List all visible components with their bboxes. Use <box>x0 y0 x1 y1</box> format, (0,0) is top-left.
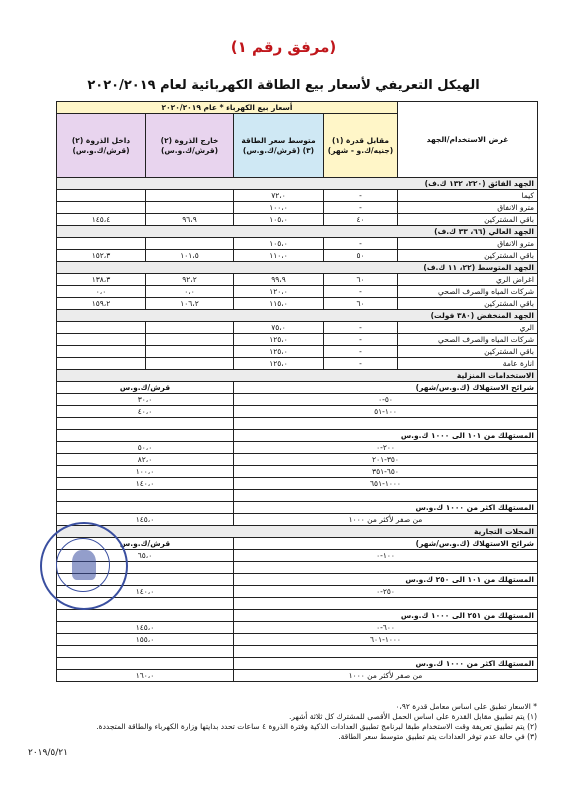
spacer-cell <box>234 646 538 658</box>
tier-price: ١٦٠،٠ <box>57 670 234 682</box>
tier-range: ١٠٠-٥١ <box>234 406 538 418</box>
tier-price: ١٤٥،٠ <box>57 514 234 526</box>
peak-price <box>57 238 146 250</box>
unit-label <box>57 502 234 514</box>
footnotes <box>17 702 537 742</box>
tariff-table <box>56 101 538 682</box>
offpeak-price: ٩٦،٩ <box>146 214 234 226</box>
tier-range: ٥٠-٠ <box>234 394 538 406</box>
row-label: شركات المياه والصرف الصحي <box>398 286 538 298</box>
row-label: باقي المشتركين <box>398 214 538 226</box>
tier-group-label: المستهلك من ١٠١ الى ١٠٠٠ ك.و.س <box>234 430 538 442</box>
peak-price: ١٥٢،٣ <box>57 250 146 262</box>
header-peak: داخل الذروة (٢) (قرش/ك.و.س) <box>57 114 146 178</box>
tier-price: ١٤٠،٠ <box>57 586 234 598</box>
tier-group-label: المستهلك اكثر من ١٠٠٠ ك.و.س <box>234 658 538 670</box>
tier-group-label: المستهلك من ٢٥١ الى ١٠٠٠ ك.و.س <box>234 610 538 622</box>
section-header: الجهد المتوسط (٢٢، ١١ ك.ف) <box>57 262 538 274</box>
capacity-value: - <box>324 238 398 250</box>
peak-price: ١٤٥،٤ <box>57 214 146 226</box>
tier-group-label: المستهلك اكثر من ١٠٠٠ ك.و.س <box>234 502 538 514</box>
capacity-value: ٦٠ <box>324 298 398 310</box>
spacer-cell <box>57 490 234 502</box>
average-price: ١١٥،٠ <box>234 298 324 310</box>
row-label: شركات المياه والصرف الصحي <box>398 334 538 346</box>
footnote: * الاسعار تطبق على اساس معامل قدرة ٠،٩٢ <box>395 702 537 711</box>
average-price: ٧٢،٠ <box>234 190 324 202</box>
footnote: (٢) يتم تطبيق تعريفة وقت الاستخدام طبقا لبرنامج تطبيق العدادات الذكية وفترة الذروة ٤ ساعات تحدد بدايتها وزارة الكهرباء والطاقة المتجددة. <box>96 722 537 731</box>
average-price: ٩٩،٩ <box>234 274 324 286</box>
header-average: متوسط سعر الطاقة (٣) (قرش/ك.و.س) <box>234 114 324 178</box>
tier-range: ٦٠٠-٠ <box>234 622 538 634</box>
attachment-label: (مرفق رقم ١) <box>230 38 337 56</box>
tier-range: ٢٥٠-٠ <box>234 586 538 598</box>
row-label: باقي المشتركين <box>398 250 538 262</box>
tier-price: ٦٥،٠ <box>57 550 234 562</box>
tier-group-label: المستهلك من ١٠١ الى ٢٥٠ ك.و.س <box>234 574 538 586</box>
capacity-value: - <box>324 202 398 214</box>
average-price: ١٢٥،٠ <box>234 358 324 370</box>
tier-range: ١٠٠٠-٦٠١ <box>234 634 538 646</box>
tier-range: ١٠٠-٠ <box>234 550 538 562</box>
eagle-emblem-icon <box>72 550 96 580</box>
tier-range: من صفر لأكثر من ١٠٠٠ <box>234 670 538 682</box>
capacity-value: - <box>324 346 398 358</box>
peak-price: ١٥٩،٢ <box>57 298 146 310</box>
section-header: الجهد الفائق (٢٢٠، ١٣٢ ك.ف) <box>57 178 538 190</box>
header-group: أسعار بيع الكهرباء * عام ٢٠٢٠/٢٠١٩ <box>57 102 398 114</box>
offpeak-price <box>146 190 234 202</box>
section-header: المحلات التجارية <box>57 526 538 538</box>
row-label: مترو الانفاق <box>398 238 538 250</box>
spacer-cell <box>234 562 538 574</box>
document-date: ٢٠١٩/٥/٢١ <box>28 748 68 758</box>
section-header: الجهد العالي (٦٦، ٣٣ ك.ف) <box>57 226 538 238</box>
tier-price: ٨٢،٠ <box>57 454 234 466</box>
offpeak-price: ٠،٠ <box>146 286 234 298</box>
tier-range: ٣٥٠-٢٠١ <box>234 454 538 466</box>
average-price: ١١٠،٠ <box>234 250 324 262</box>
offpeak-price <box>146 322 234 334</box>
row-label: اغراض الري <box>398 274 538 286</box>
offpeak-price <box>146 358 234 370</box>
footnote: (٣) في حالة عدم توفر العدادات يتم تطبيق متوسط سعر الطاقة. <box>338 732 537 741</box>
offpeak-price <box>146 238 234 250</box>
tier-range: من صفر لأكثر من ١٠٠٠ <box>234 514 538 526</box>
average-price: ١٢٥،٠ <box>234 334 324 346</box>
header-capacity: مقابل قدرة (١) (جنيه/ك.و - شهر) <box>324 114 398 178</box>
offpeak-price <box>146 346 234 358</box>
capacity-value: - <box>324 190 398 202</box>
unit-label <box>57 658 234 670</box>
offpeak-price: ١٠٦،٢ <box>146 298 234 310</box>
tier-range: ٦٥٠-٣٥١ <box>234 466 538 478</box>
unit-label: قرش/ك.و.س <box>57 538 234 550</box>
tier-price: ٤٠،٠ <box>57 406 234 418</box>
row-label: باقي المشتركين <box>398 346 538 358</box>
unit-label: قرش/ك.و.س <box>57 382 234 394</box>
spacer-cell <box>234 598 538 610</box>
peak-price <box>57 346 146 358</box>
tier-group-label: شرائح الاستهلاك (ك.و.س/شهر) <box>234 382 538 394</box>
peak-price <box>57 358 146 370</box>
capacity-value: ٤٠ <box>324 214 398 226</box>
tier-price: ٣٠،٠ <box>57 394 234 406</box>
tier-price: ١٥٥،٠ <box>57 634 234 646</box>
page-title: الهيكل التعريفي لأسعار بيع الطاقة الكهربائية لعام ٢٠٢٠/٢٠١٩ <box>87 78 480 93</box>
capacity-value: - <box>324 286 398 298</box>
row-label: انارة عامة <box>398 358 538 370</box>
average-price: ١٢٠،٠ <box>234 286 324 298</box>
row-label: الري <box>398 322 538 334</box>
spacer-cell <box>234 490 538 502</box>
average-price: ١٠٥،٠ <box>234 214 324 226</box>
row-label: مترو الانفاق <box>398 202 538 214</box>
official-seal <box>40 522 128 610</box>
row-label: باقي المشتركين <box>398 298 538 310</box>
header-usage: غرض الاستخدام/الجهد <box>398 102 538 178</box>
peak-price <box>57 202 146 214</box>
row-label: كيما <box>398 190 538 202</box>
tier-price: ١٤٠،٠ <box>57 478 234 490</box>
peak-price <box>57 322 146 334</box>
tier-group-label: شرائح الاستهلاك (ك.و.س/شهر) <box>234 538 538 550</box>
spacer-cell <box>234 418 538 430</box>
footnote: (١) يتم تطبيق مقابل القدرة على اساس الحمل الأقصى للمشترك كل ثلاثة أشهر. <box>289 712 537 721</box>
peak-price: ٠،٠ <box>57 286 146 298</box>
average-price: ١٠٠،٠ <box>234 202 324 214</box>
peak-price <box>57 190 146 202</box>
offpeak-price: ٩٢،٢ <box>146 274 234 286</box>
capacity-value: ٦٠ <box>324 274 398 286</box>
average-price: ١٢٥،٠ <box>234 346 324 358</box>
unit-label <box>57 610 234 622</box>
spacer-cell <box>57 418 234 430</box>
spacer-cell <box>57 646 234 658</box>
tier-price: ١٤٥،٠ <box>57 622 234 634</box>
section-header: الجهد المنخفض (٣٨٠ فولت) <box>57 310 538 322</box>
unit-label <box>57 430 234 442</box>
header-offpeak: خارج الذروة (٢) (قرش/ك.و.س) <box>146 114 234 178</box>
offpeak-price: ١٠١،٥ <box>146 250 234 262</box>
average-price: ١٠٥،٠ <box>234 238 324 250</box>
capacity-value: - <box>324 334 398 346</box>
tier-price: ١٠٠،٠ <box>57 466 234 478</box>
offpeak-price <box>146 334 234 346</box>
capacity-value: ٥٠ <box>324 250 398 262</box>
tier-range: ١٠٠٠-٦٥١ <box>234 478 538 490</box>
tier-range: ٢٠٠-٠ <box>234 442 538 454</box>
peak-price <box>57 334 146 346</box>
offpeak-price <box>146 202 234 214</box>
capacity-value: - <box>324 358 398 370</box>
capacity-value: - <box>324 322 398 334</box>
average-price: ٧٥،٠ <box>234 322 324 334</box>
tier-price: ٥٠،٠ <box>57 442 234 454</box>
peak-price: ١٣٨،٣ <box>57 274 146 286</box>
section-header: الاستخدامات المنزلية <box>57 370 538 382</box>
